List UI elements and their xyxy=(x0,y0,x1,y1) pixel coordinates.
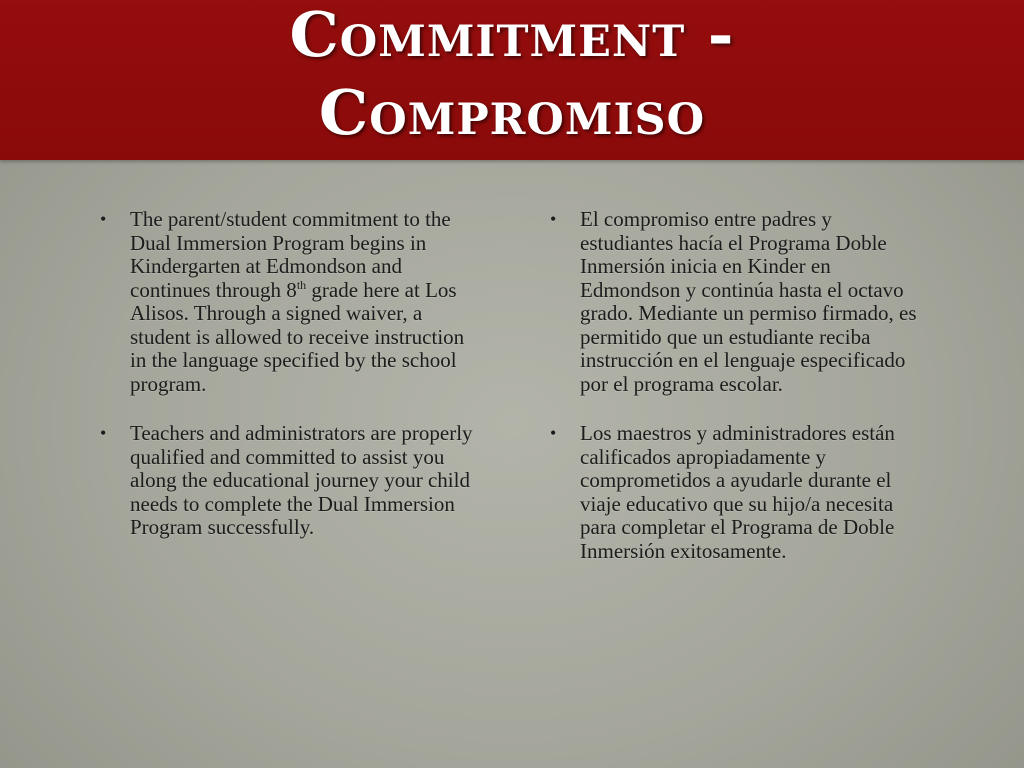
bullet-icon: • xyxy=(550,209,557,229)
english-bullet-2-text: Teachers and administrators are properly qualified and committed to assist you along the educational journey your child needs to complete the Dual Immersion Program successfully. xyxy=(130,421,473,539)
title-bar xyxy=(0,0,1024,160)
english-bullet-teachers xyxy=(96,422,476,540)
slide-title-line-2: Compromiso xyxy=(318,76,706,149)
bullet-icon: • xyxy=(550,423,557,443)
spanish-bullet-maestros xyxy=(546,422,930,563)
spanish-bullet-1-text: El compromiso entre padres y estudiantes hacía el Programa Doble Inmersión inicia en Kinder en Edmondson y continúa hasta el octavo grado. Mediante un permiso firmado, es permitido que un estudiante reciba instrucción en el lenguaje especificado por el programa escolar. xyxy=(580,207,917,396)
english-bullet-1-text-start: The parent/student commitment to the Dual Immersion Program begins in Kindergarten at Edmondson and continues through 8 xyxy=(130,207,451,302)
english-column xyxy=(96,208,476,566)
bullet-icon: • xyxy=(100,209,107,229)
english-bullet-1-text-end: grade here at Los Alisos. Through a signed waiver, a student is allowed to receive instruction in the language specified by the school program. xyxy=(130,277,465,396)
bullet-icon: • xyxy=(100,423,107,443)
spanish-column xyxy=(546,208,930,589)
english-bullet-commitment xyxy=(96,208,476,396)
ordinal-suffix: th xyxy=(296,277,307,292)
english-bullet-1-text xyxy=(130,207,464,396)
slide-title-line-1: Commitment - xyxy=(289,0,735,71)
spanish-bullet-2-text: Los maestros y administradores están calificados apropiadamente y comprometidos a ayudarle durante el viaje educativo que su hijo/a necesita para completar el Programa de Doble Inmersión exitosamente. xyxy=(580,421,895,563)
spanish-bullet-compromiso xyxy=(546,208,930,396)
